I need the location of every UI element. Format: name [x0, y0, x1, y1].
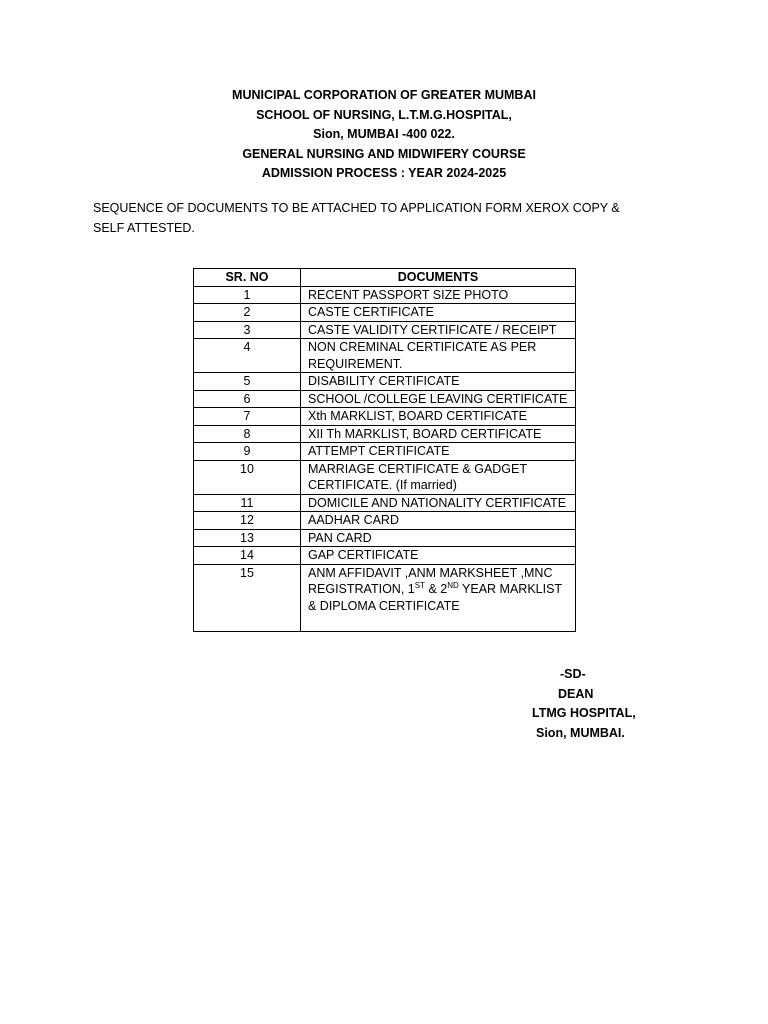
document-cell: DOMICILE AND NATIONALITY CERTIFICATE — [301, 494, 576, 512]
header-line-address: Sion, MUMBAI -400 022. — [313, 127, 455, 141]
sr-cell: 9 — [194, 443, 301, 461]
sr-cell: 7 — [194, 408, 301, 426]
sr-cell: 3 — [194, 321, 301, 339]
superscript-st: ST — [414, 580, 425, 590]
column-header-documents: DOCUMENTS — [301, 269, 576, 287]
table-row — [194, 321, 576, 339]
document-header — [0, 86, 768, 184]
document-cell: AADHAR CARD — [301, 512, 576, 530]
document-cell: SCHOOL /COLLEGE LEAVING CERTIFICATE — [301, 390, 576, 408]
table-row — [194, 529, 576, 547]
sr-cell: 5 — [194, 373, 301, 391]
document-cell: Xth MARKLIST, BOARD CERTIFICATE — [301, 408, 576, 426]
column-header-sr: SR. NO — [194, 269, 301, 287]
sr-cell: 11 — [194, 494, 301, 512]
table-row — [194, 494, 576, 512]
table-row — [194, 286, 576, 304]
table-row — [194, 339, 576, 373]
document-cell: RECENT PASSPORT SIZE PHOTO — [301, 286, 576, 304]
table-row — [194, 512, 576, 530]
document-text-part: ANM AFFIDAVIT ,ANM MARKSHEET ,MNC REGISTRATION, 1 — [308, 565, 553, 596]
table-row — [194, 408, 576, 426]
document-cell — [301, 564, 576, 631]
table-row — [194, 443, 576, 461]
intro-text: SEQUENCE OF DOCUMENTS TO BE ATTACHED TO APPLICATION FORM XEROX COPY & SELF ATTESTED. — [93, 201, 620, 235]
documents-table — [193, 268, 576, 632]
signature-block — [480, 665, 680, 743]
signature-sd: -SD- — [560, 667, 586, 681]
superscript-nd: ND — [447, 580, 459, 590]
document-cell: DISABILITY CERTIFICATE — [301, 373, 576, 391]
table-row — [194, 564, 576, 631]
sr-cell: 15 — [194, 564, 301, 631]
document-cell: ATTEMPT CERTIFICATE — [301, 443, 576, 461]
header-line-course: GENERAL NURSING AND MIDWIFERY COURSE — [242, 146, 526, 161]
header-line-school: SCHOOL OF NURSING, L.T.M.G.HOSPITAL, — [256, 107, 512, 122]
document-cell: NON CREMINAL CERTIFICATE AS PER REQUIREMENT. — [301, 339, 576, 373]
signature-title: DEAN — [558, 686, 594, 701]
document-cell: PAN CARD — [301, 529, 576, 547]
sr-cell: 14 — [194, 547, 301, 565]
document-cell: CASTE CERTIFICATE — [301, 304, 576, 322]
signature-org: LTMG HOSPITAL, — [532, 706, 636, 720]
signature-place: Sion, MUMBAI. — [536, 725, 625, 740]
sr-cell: 4 — [194, 339, 301, 373]
sr-cell: 12 — [194, 512, 301, 530]
sr-cell: 1 — [194, 286, 301, 304]
table-row — [194, 460, 576, 494]
sr-cell: 2 — [194, 304, 301, 322]
document-cell: MARRIAGE CERTIFICATE & GADGET CERTIFICATE. (If married) — [301, 460, 576, 494]
table-row — [194, 425, 576, 443]
header-line-admission: ADMISSION PROCESS : YEAR 2024-2025 — [261, 166, 507, 180]
table-row — [194, 304, 576, 322]
table-header-row — [194, 269, 576, 287]
table-row — [194, 390, 576, 408]
table-row — [194, 547, 576, 565]
document-cell: XII Th MARKLIST, BOARD CERTIFICATE — [301, 425, 576, 443]
sr-cell: 13 — [194, 529, 301, 547]
header-line-corporation: MUNICIPAL CORPORATION OF GREATER MUMBAI — [232, 88, 536, 102]
sr-cell: 6 — [194, 390, 301, 408]
document-cell: CASTE VALIDITY CERTIFICATE / RECEIPT — [301, 321, 576, 339]
sr-cell: 10 — [194, 460, 301, 494]
document-text-part: YEAR MARKLIST & DIPLOMA CERTIFICATE — [308, 582, 562, 613]
sr-cell: 8 — [194, 425, 301, 443]
table-row — [194, 373, 576, 391]
document-text-part: & 2 — [424, 582, 448, 596]
document-cell: GAP CERTIFICATE — [301, 547, 576, 565]
